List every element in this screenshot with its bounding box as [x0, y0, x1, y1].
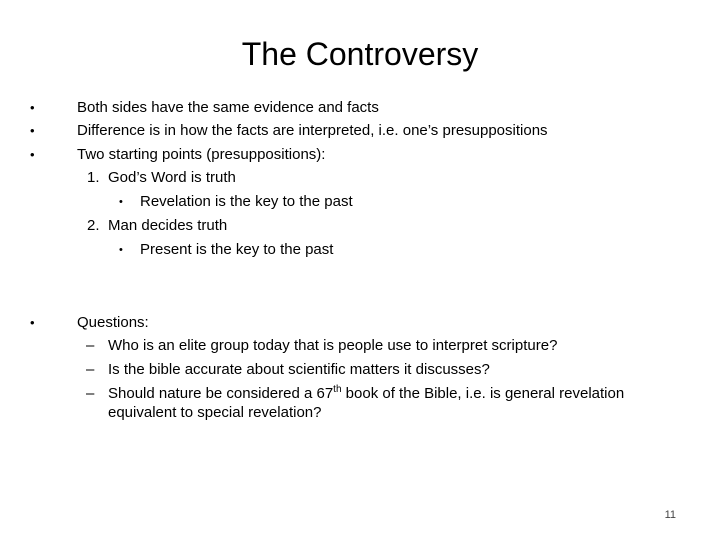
- question-3-dash: –: [86, 385, 95, 402]
- bullet-2-text: Difference is in how the facts are interpreted, i.e. one’s presuppositions: [77, 122, 548, 139]
- question-3-continuation: equivalent to special revelation?: [108, 404, 322, 421]
- bullet-3-marker: •: [30, 147, 35, 162]
- slide-title: The Controversy: [241, 36, 479, 72]
- starting-point-2-sub-marker: •: [119, 244, 123, 256]
- questions-label: Questions:: [77, 314, 149, 331]
- question-3-text-start: Should nature be considered a 67: [108, 385, 334, 402]
- question-3-text-end: book of the Bible, i.e. is general revelation: [341, 385, 625, 402]
- starting-point-1-sub-marker: •: [119, 196, 123, 208]
- question-1-dash: –: [86, 337, 95, 354]
- bullet-3-text: Two starting points (presuppositions):: [77, 146, 326, 163]
- starting-point-1-sub-text: Revelation is the key to the past: [140, 193, 353, 210]
- question-1-text: Who is an elite group today that is people use to interpret scripture?: [108, 337, 558, 354]
- question-2-text: Is the bible accurate about scientific matters it discusses?: [108, 361, 490, 378]
- question-2-dash: –: [86, 361, 95, 378]
- starting-point-2-sub-text: Present is the key to the past: [140, 241, 334, 258]
- bullet-1-text: Both sides have the same evidence and facts: [77, 99, 379, 116]
- starting-point-2-text: Man decides truth: [108, 217, 228, 234]
- page-number: 11: [664, 509, 676, 521]
- starting-point-2-number: 2.: [87, 217, 100, 234]
- bullet-1-marker: •: [30, 100, 35, 115]
- questions-marker: •: [30, 315, 35, 330]
- question-3-superscript: th: [333, 384, 342, 395]
- starting-point-1-text: God’s Word is truth: [108, 169, 236, 186]
- bullet-2-marker: •: [30, 123, 35, 138]
- starting-point-1-number: 1.: [87, 169, 100, 186]
